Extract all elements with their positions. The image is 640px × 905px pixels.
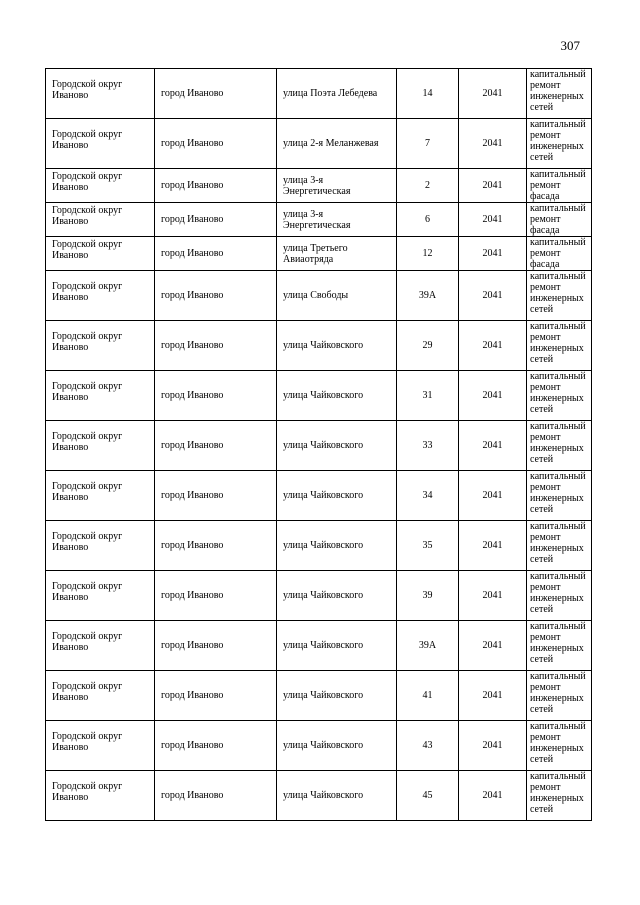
cell-street: улица Чайковского [277,471,397,521]
cell-city: город Иваново [155,69,277,119]
cell-year: 2041 [459,237,527,271]
cell-city: город Иваново [155,169,277,203]
cell-house-number: 33 [397,421,459,471]
cell-district [46,203,155,237]
table-row [46,321,592,371]
cell-year: 2041 [459,671,527,721]
cell-year: 2041 [459,571,527,621]
cell-city: город Иваново [155,671,277,721]
cell-city: город Иваново [155,119,277,169]
cell-work-type: капитальный ремонт инженерных сетей [527,119,592,169]
cell-work-type: капитальный ремонт инженерных сетей [527,721,592,771]
cell-city: город Иваново [155,237,277,271]
cell-district [46,69,155,119]
page-number: 307 [560,38,580,53]
cell-district-text: Городской округ Иваново [52,331,123,353]
table-row [46,421,592,471]
cell-street: улица Чайковского [277,771,397,821]
table-row [46,471,592,521]
cell-district-text: Городской округ Иваново [52,431,123,453]
cell-house-number: 2 [397,169,459,203]
table-row [46,203,592,237]
cell-house-number: 7 [397,119,459,169]
cell-year: 2041 [459,771,527,821]
cell-district-text: Городской округ Иваново [52,281,123,303]
cell-work-type: капитальный ремонт инженерных сетей [527,671,592,721]
cell-work-type: капитальный ремонт инженерных сетей [527,621,592,671]
cell-work-type: капитальный ремонт инженерных сетей [527,271,592,321]
cell-house-number: 31 [397,371,459,421]
cell-district [46,371,155,421]
table-row [46,721,592,771]
cell-house-number: 12 [397,237,459,271]
table-row [46,521,592,571]
cell-district-text: Городской округ Иваново [52,781,123,803]
cell-district-text: Городской округ Иваново [52,239,123,261]
cell-work-type: капитальный ремонт фасада [527,237,592,271]
table-row [46,671,592,721]
cell-district [46,671,155,721]
cell-year: 2041 [459,471,527,521]
cell-year: 2041 [459,271,527,321]
cell-work-type: капитальный ремонт фасада [527,169,592,203]
cell-year: 2041 [459,321,527,371]
cell-house-number: 29 [397,321,459,371]
table-row [46,371,592,421]
cell-house-number: 39А [397,271,459,321]
table-row [46,119,592,169]
cell-street: улица Чайковского [277,721,397,771]
cell-district-text: Городской округ Иваново [52,481,123,503]
cell-street: улица Поэта Лебедева [277,69,397,119]
cell-work-type: капитальный ремонт инженерных сетей [527,421,592,471]
cell-district [46,471,155,521]
table-row [46,169,592,203]
cell-street: улица Чайковского [277,321,397,371]
cell-district-text: Городской округ Иваново [52,205,123,227]
cell-district [46,119,155,169]
table-row [46,621,592,671]
cell-district-text: Городской округ Иваново [52,681,123,703]
cell-year: 2041 [459,169,527,203]
cell-district-text: Городской округ Иваново [52,731,123,753]
cell-work-type: капитальный ремонт инженерных сетей [527,371,592,421]
cell-district-text: Городской округ Иваново [52,381,123,403]
cell-street: улица Чайковского [277,571,397,621]
cell-city: город Иваново [155,471,277,521]
cell-work-type: капитальный ремонт фасада [527,203,592,237]
cell-house-number: 41 [397,671,459,721]
cell-district-text: Городской округ Иваново [52,581,123,603]
cell-city: город Иваново [155,271,277,321]
cell-district-text: Городской округ Иваново [52,129,123,151]
table-body [46,69,592,821]
cell-district-text: Городской округ Иваново [52,631,123,653]
cell-street: улица Свободы [277,271,397,321]
cell-district [46,721,155,771]
cell-house-number: 35 [397,521,459,571]
cell-city: город Иваново [155,321,277,371]
cell-district [46,771,155,821]
cell-city: город Иваново [155,371,277,421]
cell-city: город Иваново [155,771,277,821]
cell-house-number: 39 [397,571,459,621]
cell-street: улица 3-я Энергетическая [277,203,397,237]
cell-district [46,521,155,571]
cell-district [46,621,155,671]
cell-street: улица Чайковского [277,521,397,571]
cell-year: 2041 [459,421,527,471]
cell-year: 2041 [459,203,527,237]
cell-district-text: Городской округ Иваново [52,79,123,101]
cell-street: улица Чайковского [277,371,397,421]
cell-district [46,571,155,621]
cell-district [46,169,155,203]
cell-district [46,271,155,321]
cell-work-type: капитальный ремонт инженерных сетей [527,771,592,821]
cell-year: 2041 [459,521,527,571]
cell-house-number: 6 [397,203,459,237]
cell-street: улица 2-я Меланжевая [277,119,397,169]
cell-street: улица Третьего Авиаотряда [277,237,397,271]
cell-city: город Иваново [155,571,277,621]
cell-year: 2041 [459,69,527,119]
cell-district-text: Городской округ Иваново [52,171,123,193]
table-row [46,571,592,621]
table-row [46,771,592,821]
cell-city: город Иваново [155,521,277,571]
cell-district [46,421,155,471]
cell-year: 2041 [459,621,527,671]
cell-district [46,321,155,371]
cell-work-type: капитальный ремонт инженерных сетей [527,471,592,521]
cell-year: 2041 [459,371,527,421]
cell-work-type: капитальный ремонт инженерных сетей [527,571,592,621]
cell-street: улица Чайковского [277,671,397,721]
cell-work-type: капитальный ремонт инженерных сетей [527,521,592,571]
cell-work-type: капитальный ремонт инженерных сетей [527,321,592,371]
cell-district [46,237,155,271]
cell-year: 2041 [459,721,527,771]
cell-city: город Иваново [155,203,277,237]
cell-street: улица Чайковского [277,621,397,671]
repair-schedule-table [45,68,592,821]
cell-year: 2041 [459,119,527,169]
cell-district-text: Городской округ Иваново [52,531,123,553]
cell-house-number: 34 [397,471,459,521]
table-row [46,69,592,119]
cell-house-number: 43 [397,721,459,771]
table-row [46,237,592,271]
cell-street: улица 3-я Энергетическая [277,169,397,203]
cell-street: улица Чайковского [277,421,397,471]
cell-city: город Иваново [155,621,277,671]
cell-house-number: 14 [397,69,459,119]
cell-house-number: 45 [397,771,459,821]
cell-city: город Иваново [155,721,277,771]
cell-work-type: капитальный ремонт инженерных сетей [527,69,592,119]
cell-house-number: 39А [397,621,459,671]
cell-city: город Иваново [155,421,277,471]
table-row [46,271,592,321]
